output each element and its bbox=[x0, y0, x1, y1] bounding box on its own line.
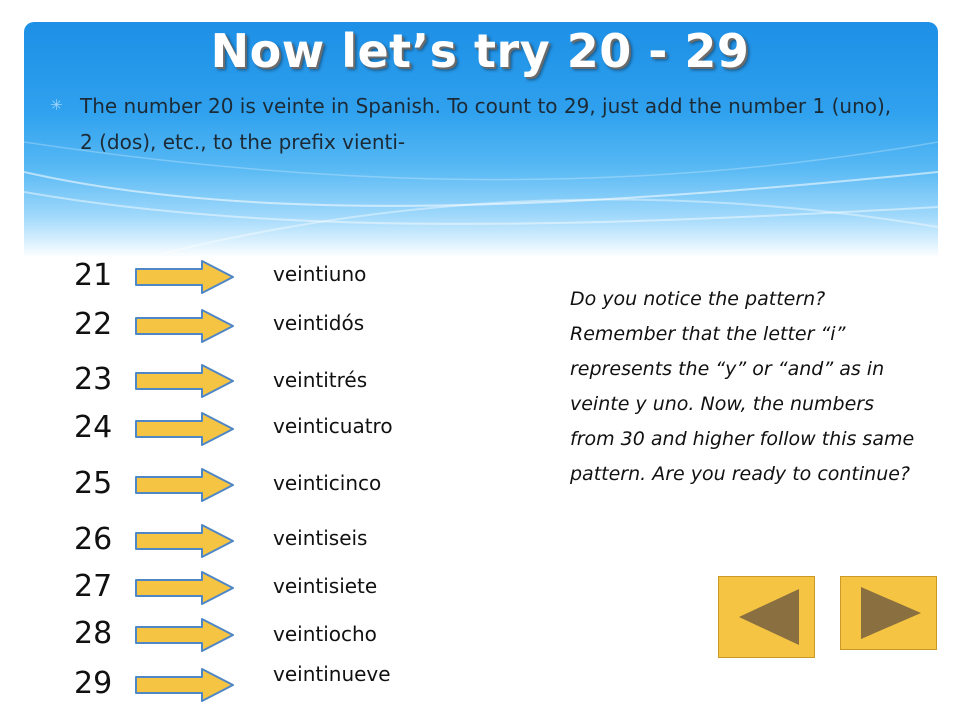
number-label: 26 bbox=[74, 522, 113, 557]
next-slide-button[interactable] bbox=[840, 576, 937, 650]
arrow-right-icon bbox=[134, 308, 236, 344]
number-label: 23 bbox=[74, 362, 113, 397]
spanish-word: veintidós bbox=[273, 311, 365, 335]
triangle-right-icon bbox=[841, 577, 936, 649]
number-row bbox=[0, 464, 520, 504]
number-label: 29 bbox=[74, 666, 113, 701]
number-label: 27 bbox=[74, 569, 113, 604]
bullet-icon: ✳ bbox=[50, 96, 63, 114]
spanish-word: veintiuno bbox=[273, 262, 367, 286]
number-label: 28 bbox=[74, 616, 113, 651]
arrow-right-icon bbox=[134, 617, 236, 653]
spanish-word: veintisiete bbox=[273, 574, 378, 598]
number-label: 22 bbox=[74, 307, 113, 342]
number-row bbox=[0, 664, 520, 704]
number-label: 21 bbox=[74, 258, 113, 293]
number-row bbox=[0, 305, 520, 345]
arrow-right-icon bbox=[134, 667, 236, 703]
spanish-word: veintinueve bbox=[273, 662, 391, 686]
pattern-note: Do you notice the pattern? Remember that the letter “i” represents the “y” or “and” as in veinte y uno. Now, the numbers from 30 and higher follow this same pattern. Are you ready to continue? bbox=[570, 288, 915, 485]
number-row bbox=[0, 520, 520, 560]
page-title: Now let’s try 20 - 29 bbox=[210, 24, 750, 78]
arrow-right-icon bbox=[134, 570, 236, 606]
previous-slide-button[interactable] bbox=[718, 576, 815, 658]
number-row bbox=[0, 614, 520, 654]
number-row bbox=[0, 567, 520, 607]
arrow-right-icon bbox=[134, 259, 236, 295]
spanish-word: veintitrés bbox=[273, 368, 368, 392]
number-row bbox=[0, 360, 520, 400]
spanish-word: veintiocho bbox=[273, 622, 377, 646]
number-row bbox=[0, 256, 520, 296]
number-label: 24 bbox=[74, 410, 113, 445]
arrow-right-icon bbox=[134, 467, 236, 503]
arrow-right-icon bbox=[134, 363, 236, 399]
number-row bbox=[0, 408, 520, 448]
arrow-right-icon bbox=[134, 411, 236, 447]
arrow-right-icon bbox=[134, 523, 236, 559]
spanish-word: veintiseis bbox=[273, 526, 368, 550]
number-label: 25 bbox=[74, 466, 113, 501]
triangle-left-icon bbox=[719, 577, 814, 657]
intro-text: The number 20 is veinte in Spanish. To count to 29, just add the number 1 (uno), 2 (dos), etc., to the prefix vienti- bbox=[80, 94, 892, 154]
spanish-word: veinticinco bbox=[273, 471, 382, 495]
spanish-word: veinticuatro bbox=[273, 414, 393, 438]
